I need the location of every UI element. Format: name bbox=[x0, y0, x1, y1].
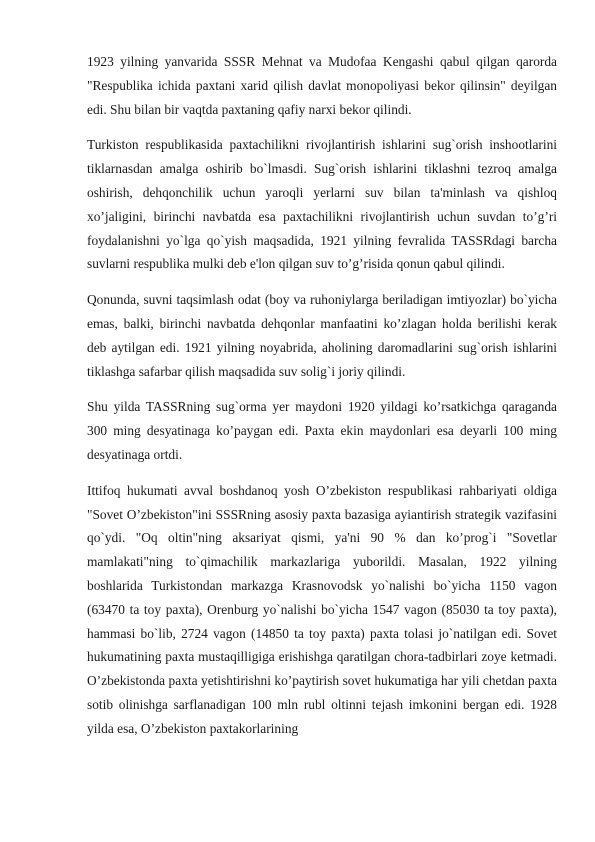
document-body bbox=[87, 50, 557, 753]
paragraph-2: Turkiston respublikasida paxtachilikni rivojlantirish ishlarini sug`orish inshootlarini tiklarnasdan amalga oshirib bo`lmasdi. Sug`orish ishlarini tiklashni tezroq amalga oshirish, dehqonchilik uchun yaroqli yerlarni suv bilan ta'minlash va qishloq xo’jaligini, birinchi navbatda esa paxtachilikni rivojlantirish uchun suvdan to’g’ri foydalanishni yo`lga qo`yish maqsadida, 1921 yilning fevralida TASSRdagi barcha suvlarni respublika mulki deb e'lon qilgan suv to’g’risida qonun qabul qilindi. bbox=[87, 137, 557, 272]
paragraph-5: Ittifoq hukumati avval boshdanoq yosh O’zbekiston respublikasi rahbariyati oldiga "Sovet O’zbekiston"ini SSSRning asosiy paxta bazasiga ayiantirish strategik vazifasini qo`ydi. "Oq oltin"ning aksariyat qismi, ya'ni 90 % dan ko’prog`i "Sovetlar mamlakati"ning to`qimachilik markazlariga yuborildi. Masalan, 1922 yilning boshlarida Turkistondan markazga Krasnovodsk yo`nalishi bo`yicha 1150 vagon (63470 ta toy paxta), Orenburg yo`nalishi bo`yicha 1547 vagon (85030 ta toy paxta), hammasi bo`lib, 2724 vagon (14850 ta toy paxta) paxta tolasi jo`natilgan edi. Sovet hukumatining paxta mustaqilligiga erishishga qaratilgan chora-tadbirlari zoye ketmadi. O’zbekistonda paxta yetishtirishni ko’paytirish sovet hukumatiga har yili chetdan paxta sotib olinishga sarflanadigan 100 mln rubl oltinni tejash imkonini bergan edi. 1928 yilda esa, O’zbekiston paxtakorlarining bbox=[87, 482, 557, 736]
paragraph-3: Qonunda, suvni taqsimlash odat (boy va ruhoniylarga beriladigan imtiyozlar) bo`yicha emas, balki, birinchi navbatda dehqonlar manfaatini ko’zlagan holda berilishi kerak deb aytilgan edi. 1921 yilning noyabrida, aholining daromadlarini sug`orish ishlarini tiklashga safarbar qilish maqsadida suv solig`i joriy qilindi. bbox=[87, 292, 557, 379]
paragraph-4: Shu yilda TASSRning sug`orma yer maydoni 1920 yildagi ko’rsatkichga qaraganda 300 ming desyatinaga ko’paygan edi. Paxta ekin maydonlari esa deyarli 100 ming desyatinaga ortdi. bbox=[87, 399, 557, 462]
paragraph-1: 1923 yilning yanvarida SSSR Mehnat va Mudofaa Kengashi qabul qilgan qarorda "Respublika ichida paxtani xarid qilish davlat monopoliyasi bekor qilinsin" deyilgan edi. Shu bilan bir vaqtda paxtaning qafiy narxi bekor qilindi. bbox=[87, 54, 557, 117]
